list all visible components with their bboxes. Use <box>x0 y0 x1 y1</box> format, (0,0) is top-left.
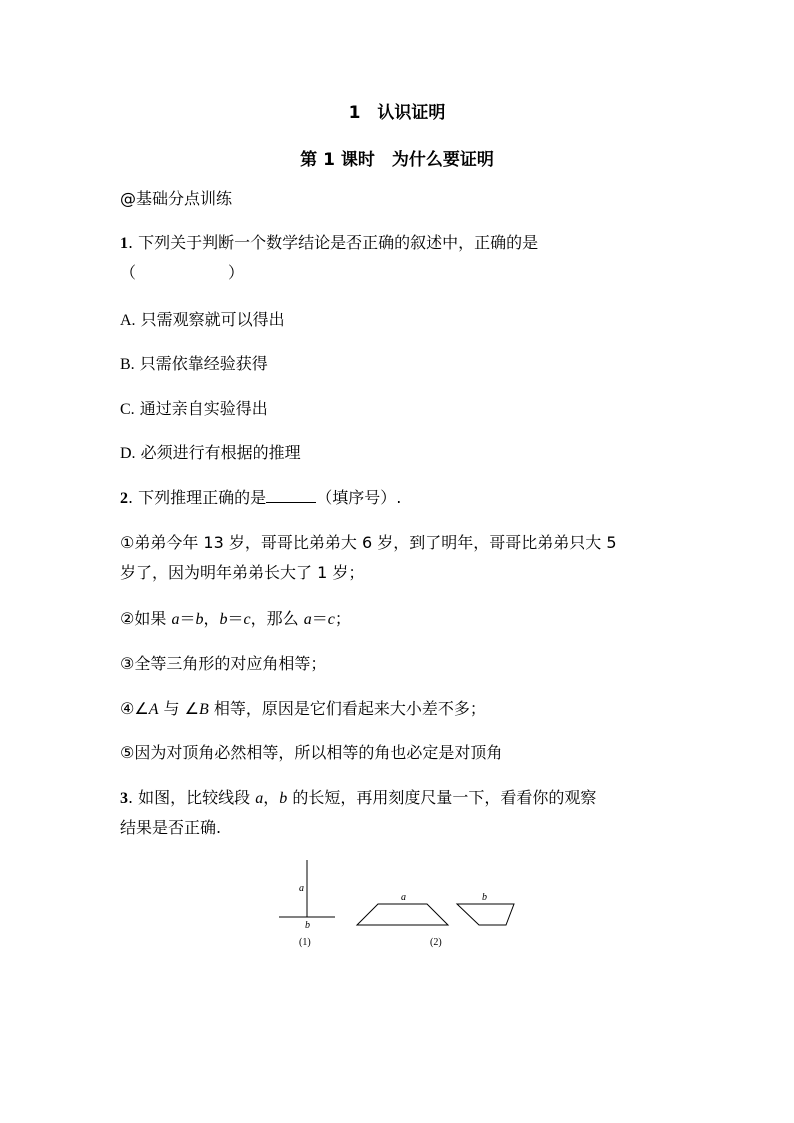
question-2-stem <box>120 488 401 509</box>
statement-5: ⑤因为对顶角必然相等，所以相等的角也必定是对顶角 <box>120 743 503 762</box>
question-text: . 下列关于判断一个数学结论是否正确的叙述中，正确的是 <box>128 233 539 252</box>
option-letter: C. <box>120 401 135 418</box>
question-number: 2 <box>120 490 128 507</box>
comparison-figure <box>0 850 794 960</box>
label-a: a <box>401 892 406 903</box>
option-c[interactable] <box>120 399 268 420</box>
question-number: 3 <box>120 790 128 807</box>
statement-1-line-2: 岁了，因为明年弟弟长大了 1 岁； <box>120 563 365 582</box>
trapezoid <box>357 904 448 925</box>
option-letter: D. <box>120 445 136 462</box>
question-3-line-1: 3. 如图，比较线段 a，b 的长短，再用刻度尺量一下，看看你的观察 <box>120 788 597 807</box>
caption-1: (1) <box>299 937 311 948</box>
option-text: 必须进行有根据的推理 <box>135 443 301 462</box>
answer-parentheses[interactable] <box>120 263 244 283</box>
paren-open: （ <box>120 263 137 282</box>
statement-2: ②如果 a＝b，b＝c，那么 a＝c； <box>120 609 351 628</box>
option-text: 通过亲自实验得出 <box>134 399 268 418</box>
statement-4: ④∠A 与 ∠B 相等，原因是它们看起来大小差不多； <box>120 699 486 718</box>
option-d[interactable] <box>120 443 301 464</box>
inverted-trapezoid <box>457 904 514 925</box>
figure-2 <box>357 892 514 948</box>
option-letter: A. <box>120 312 136 329</box>
answer-blank[interactable] <box>266 488 316 503</box>
option-b[interactable] <box>120 354 268 375</box>
question-text: . 下列推理正确的是 <box>128 488 267 507</box>
question-text-suffix: （填序号）. <box>316 488 402 507</box>
statement-3: ③全等三角形的对应角相等； <box>120 654 327 673</box>
option-a[interactable] <box>120 310 285 331</box>
figure-1 <box>279 860 335 948</box>
question-3-line-2: 结果是否正确. <box>120 818 222 837</box>
question-1-stem <box>120 233 538 254</box>
statement-1-line-1: ①弟弟今年 13 岁，哥哥比弟弟大 6 岁，到了明年，哥哥比弟弟只大 5 <box>120 533 617 552</box>
option-text: 只需观察就可以得出 <box>135 310 285 329</box>
question-number: 1 <box>120 235 128 252</box>
lesson-title: 第 1 课时 为什么要证明 <box>300 150 494 170</box>
caption-2: (2) <box>430 937 442 948</box>
label-b: b <box>482 892 487 903</box>
option-letter: B. <box>120 356 135 373</box>
section-label: @基础分点训练 <box>120 189 233 208</box>
section-title: 1 认识证明 <box>348 103 446 123</box>
label-a: a <box>299 883 304 894</box>
label-b: b <box>305 920 310 931</box>
paren-close: ） <box>228 263 245 282</box>
option-text: 只需依靠经验获得 <box>134 354 268 373</box>
